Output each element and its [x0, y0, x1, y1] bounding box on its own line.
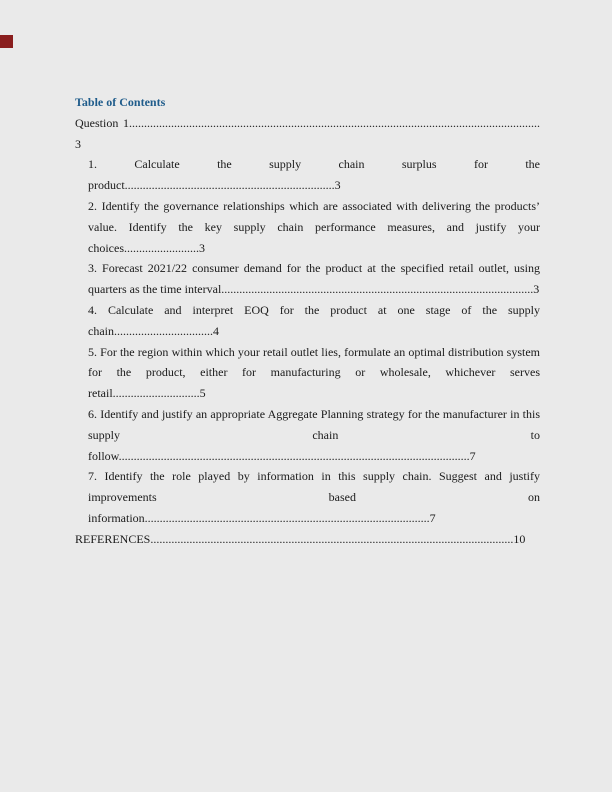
toc-page-number: 3: [75, 136, 81, 151]
toc-page-number: 3: [198, 240, 205, 255]
toc-leader-dots: ...............................................................................................: [144, 510, 430, 525]
toc-leader-dots: .........................: [123, 240, 199, 255]
toc-leader-dots: .............................: [112, 386, 200, 401]
toc-entry: [75, 404, 540, 466]
toc-leader-dots: .........................................................................................................................................: [129, 115, 540, 130]
toc-leader-dots: ........................................................................................................: [221, 282, 534, 297]
toc-entry-text: 1. Calculate the supply chain surplus for the product: [88, 157, 540, 193]
toc-leader-dots: .................................: [114, 323, 213, 338]
toc-leader-dots: .....................................................................................................................: [118, 448, 470, 463]
toc-entry: [75, 154, 540, 196]
toc-entry: [75, 466, 540, 528]
toc-entry: [75, 529, 540, 550]
toc-entry-text: 6. Identify and justify an appropriate Aggregate Planning strategy for the manufacturer in this supply chain to follow: [88, 406, 540, 463]
toc-entry: [75, 196, 540, 258]
toc-page-number: 5: [199, 386, 206, 401]
toc-entry-text: 3. Forecast 2021/22 consumer demand for the product at the specified retail outlet, using quarters as the time interval: [88, 261, 540, 297]
toc-section: [75, 92, 540, 550]
toc-entry-text: REFERENCES: [75, 531, 151, 546]
toc-leader-dots: ......................................................................: [124, 178, 335, 193]
toc-entry: [75, 342, 540, 404]
toc-entry-text: 2. Identify the governance relationships which are associated with delivering the products’ value. Identify the key supply chain performance measures, and justify your choices: [88, 198, 540, 255]
toc-page-number: 7: [469, 448, 476, 463]
toc-entry: [75, 258, 540, 300]
toc-entry-text: Question 1: [75, 115, 129, 130]
toc-heading: Table of Contents: [75, 95, 166, 109]
toc-page-number: 10: [513, 531, 526, 546]
toc-entry: [75, 113, 540, 155]
toc-entry-text: 5. For the region within which your retail outlet lies, formulate an optimal distribution system for the product, either for manufacturing or wholesale, whichever serves retail: [88, 344, 540, 401]
toc-entry-text: 4. Calculate and interpret EOQ for the product at one stage of the supply chain: [88, 302, 540, 338]
toc-page-number: 7: [429, 510, 436, 525]
toc-entry-text: 7. Identify the role played by information in this supply chain. Suggest and justify improvements based on information: [88, 469, 540, 525]
toc-page-number: 3: [334, 178, 341, 193]
toc-page-number: 4: [213, 323, 219, 338]
page-marker: [0, 35, 13, 48]
toc-entry: [75, 300, 540, 342]
toc-leader-dots: .........................................................................................................................: [150, 531, 514, 546]
toc-page-number: 3: [533, 282, 540, 297]
